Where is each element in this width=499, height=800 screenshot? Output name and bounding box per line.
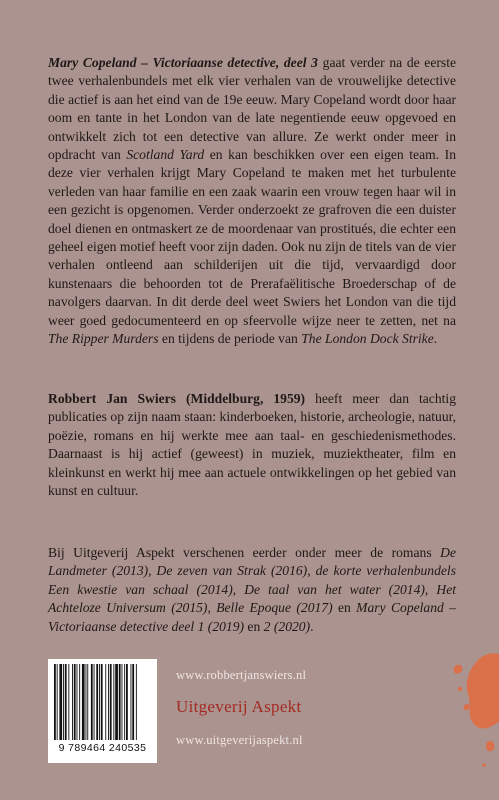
works-text: . <box>310 618 314 634</box>
scotland-yard: Scotland Yard <box>126 147 205 163</box>
book-title: Mary Copeland – Victoriaanse detective, deel 3 <box>48 55 318 70</box>
isbn-barcode <box>48 659 157 763</box>
works-text: Bij Uitgeverij Aspekt verschenen eerder onder meer de romans <box>48 545 441 560</box>
publisher-name: Uitgeverij Aspekt <box>176 697 302 716</box>
author-website-link[interactable]: www.robbertjanswiers.nl <box>176 668 307 682</box>
works-titles: De Landmeter (2013), De zeven van Strak (2016), de korte verhalenbundels Een kwestie van schaal (2014), De taal van het water (2014), Het Achteloze Universum (2015), Belle Epoque (2017) <box>48 545 456 616</box>
blurb-text: en tijdens de periode van <box>158 331 302 347</box>
isbn-number: 9 789464 240535 <box>58 742 147 754</box>
blurb-paragraph <box>48 54 456 349</box>
author-bio <box>48 390 456 500</box>
publisher-website-link[interactable]: www.uitgeverijaspekt.nl <box>176 733 303 747</box>
blurb-text: gaat verder na de eerste twee verhalenbundels met elk vier verhalen van de vrouwelijke detective die actief is aan het eind van de 19e eeuw. Mary Copeland wordt door haar oom en tante in het London van de late negentiende eeuw opgevoed en ontwikkelt zich tot een detective van allure. Ze werkt onder meer in opdracht van <box>48 55 457 163</box>
works-text: en <box>332 600 357 616</box>
works-titles: Mary Copeland – Victoriaanse detective deel 1 (2019) <box>48 600 456 634</box>
works-titles: 2 (2020) <box>263 618 311 634</box>
bio-text: heeft meer dan tachtig publicaties op zijn naam staan: kinderboeken, historie, archeologie, natuur, poëzie, romans en hij werkte mee aan taal- en geschiedenismethodes. Daarnaast is hij actief (geweest) in muziek, muziektheater, film en kleinkunst en werkt hij mee aan actuele ontwikkelingen op het gebied van kunst en cultuur. <box>48 391 456 499</box>
blurb-text: . <box>433 331 438 347</box>
works-text: en <box>244 618 264 634</box>
blurb-text: en kan beschikken over een eigen team. In deze vier verhalen krijgt Mary Copeland te maken met het turbulente verleden van haar familie en een zaak waarin een vrouw tegen haar wil in een gezicht is opgenomen. Verder onderzoekt ze grafroven die een duister doel dienen en ontmaskert ze de moordenaar van prostitués, die echter een geheel eigen motief heeft voor zijn daden. Ook nu zijn de titels van de vier verhalen ontleend aan schilderijen uit die tijd, vervaardigd door kunstenaars die behoorden tot de Prerafaëlitische Broederschap of de navolgers daarvan. In dit derde deel weet Swiers het London van die tijd weer goed gedocumenteerd en op sfeervolle wijze neer te zetten, net na <box>48 147 456 328</box>
barcode-icon <box>54 664 151 740</box>
author-name: Robbert Jan Swiers (Middelburg, 1959) <box>48 391 306 406</box>
ripper-murders: The Ripper Murders <box>48 331 159 347</box>
dock-strike: The London Dock Strike <box>301 331 434 347</box>
previous-works <box>48 544 456 636</box>
